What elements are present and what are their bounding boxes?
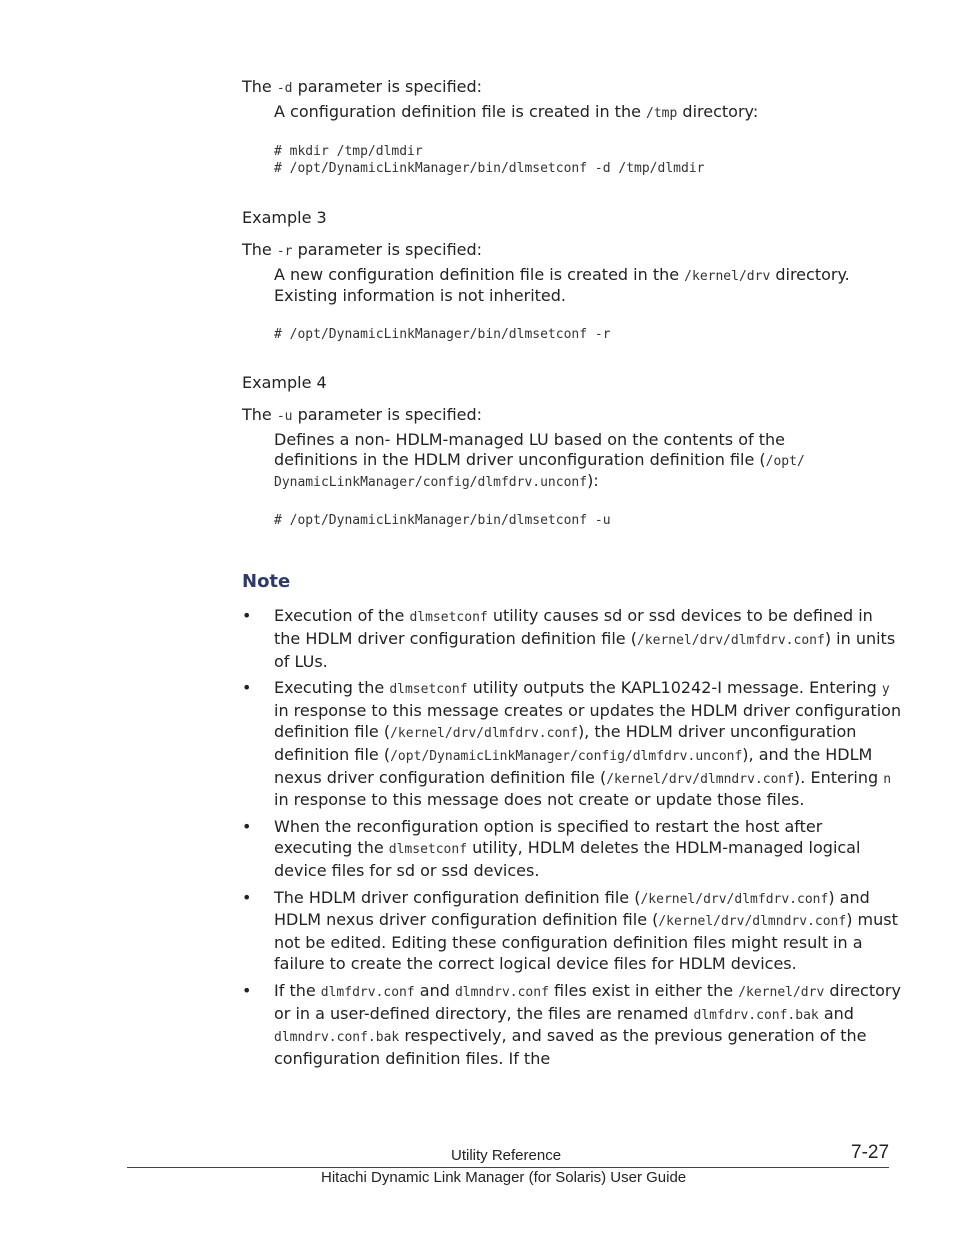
note-heading: Note	[242, 571, 291, 592]
u-parameter-description-1: Defines a non- HDLM-managed LU based on the contents of the	[274, 430, 785, 449]
d-parameter-lead: The -d parameter is specified:	[242, 77, 483, 96]
code-block-d: # mkdir /tmp/dlmdir # /opt/DynamicLinkManager/bin/dlmsetconf -d /tmp/dlmdir	[274, 144, 705, 176]
list-item: • Executing the dlmsetconf utility outputs the KAPL10242-I message. Entering y in response to this message creates or updates the HDLM driver configuration definition file (/kernel/drv/dlmfdrv.conf), the HDLM driver unconfiguration definition file (/opt/DynamicLinkManager/config/dlmfdrv.unconf), and the HDLM nexus driver configuration definition file (/kernel/drv/dlmndrv.conf). Entering n in response to this message does not create or update those files.	[242, 678, 902, 810]
r-parameter-description: A new configuration definition file is created in the /kernel/drv directory.	[274, 265, 850, 284]
param-code: -d	[276, 81, 293, 96]
u-parameter-description-2: definitions in the HDLM driver unconfiguration definition file (/opt/	[274, 450, 805, 469]
bullet-icon: •	[242, 678, 252, 698]
footer-section-title: Utility Reference	[451, 1147, 562, 1164]
bullet-icon: •	[242, 606, 252, 625]
u-parameter-description-3: DynamicLinkManager/config/dlmfdrv.unconf):	[274, 471, 599, 490]
r-parameter-lead: The -r parameter is specified:	[242, 240, 483, 259]
note-bullet-list	[242, 606, 902, 1076]
u-parameter-lead: The -u parameter is specified:	[242, 405, 483, 424]
example-4-title: Example 4	[242, 373, 327, 392]
bullet-icon: •	[242, 817, 252, 837]
list-item: • The HDLM driver configuration definition file (/kernel/drv/dlmfdrv.conf) and HDLM nexus driver configuration definition file (/kernel/drv/dlmndrv.conf) must not be edited. Editing these configuration definition files might result in a failure to create the correct logical device files for HDLM devices.	[242, 887, 898, 973]
example-3-title: Example 3	[242, 208, 327, 227]
code-block-r: # /opt/DynamicLinkManager/bin/dlmsetconf -r	[274, 327, 611, 342]
code-block-u: # /opt/DynamicLinkManager/bin/dlmsetconf -u	[274, 513, 611, 528]
r-parameter-description-2: Existing information is not inherited.	[274, 286, 566, 305]
bullet-icon: •	[242, 887, 252, 907]
list-item: • If the dlmfdrv.conf and dlmndrv.conf files exist in either the /kernel/drv directory or in a user-defined directory, the files are renamed dlmfdrv.conf.bak and dlmndrv.conf.bak respectively, and saved as the previous generation of the configuration definition files. If the	[242, 980, 901, 1069]
footer-divider	[127, 1167, 889, 1168]
footer-guide-title: Hitachi Dynamic Link Manager (for Solaris) User Guide	[321, 1169, 687, 1186]
page-number: 7-27	[851, 1142, 890, 1163]
bullet-icon: •	[242, 980, 252, 1000]
list-item: • When the reconfiguration option is specified to restart the host after executing the dlmsetconf utility, HDLM deletes the HDLM-managed logical device files for sd or ssd devices.	[242, 817, 861, 880]
list-item: • Execution of the dlmsetconf utility causes sd or ssd devices to be defined in the HDLM driver configuration definition file (/kernel/drv/dlmfdrv.conf) in units of LUs.	[242, 606, 896, 671]
d-parameter-description: A configuration definition file is created in the /tmp directory:	[274, 102, 759, 121]
